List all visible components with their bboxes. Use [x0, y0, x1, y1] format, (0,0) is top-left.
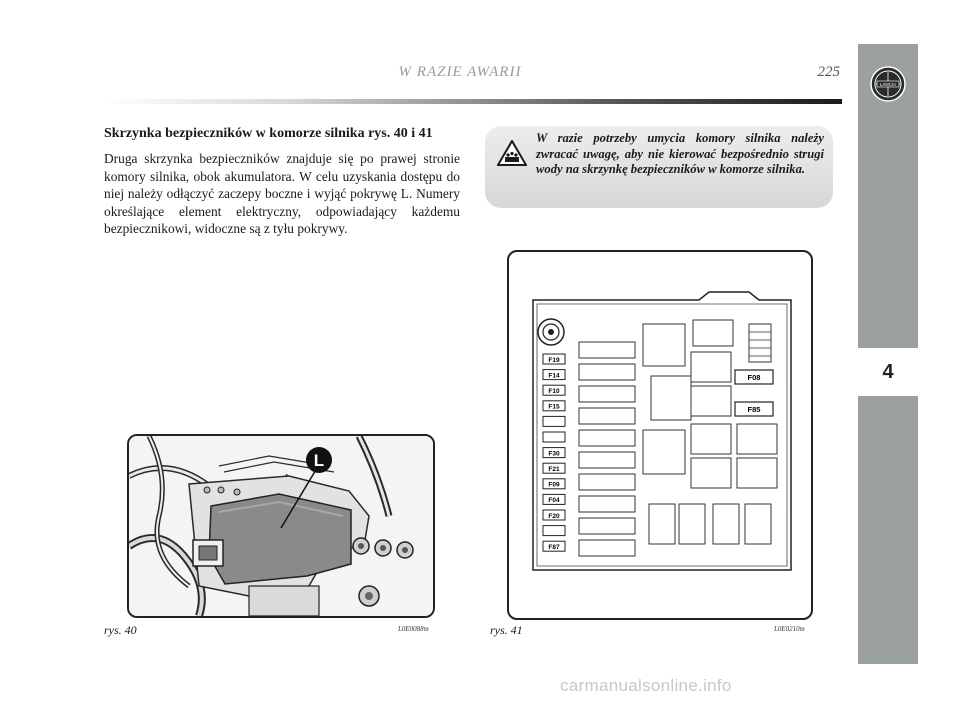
fuse-slot	[543, 479, 565, 489]
fuse-label: F08	[747, 373, 761, 382]
fuse-slot	[543, 510, 565, 520]
fuse-slot	[543, 463, 565, 473]
fuse-slot	[543, 354, 565, 364]
fuse-slot	[543, 448, 565, 458]
fuse-slot	[543, 526, 565, 536]
warning-text: W razie potrzeby umycia komory silnika należy zwracać uwagę, aby nie kierować bezpośrednio strugi wody na skrzynkę bezpieczników w komorze silnika.	[536, 131, 824, 177]
fuse-label: F21	[548, 466, 560, 473]
logo-text: LANCIA	[879, 82, 897, 87]
fuse-slot	[543, 370, 565, 380]
fuse-slot	[543, 401, 565, 411]
figure-41-code: L0E0210m	[774, 625, 805, 633]
fuse-slot	[543, 541, 565, 551]
fuse-box-drawing	[509, 252, 811, 618]
fuse-label: F20	[548, 512, 560, 520]
section-heading: Skrzynka bezpieczników w komorze silnika rys. 40 i 41	[104, 126, 433, 141]
fuse-label: F04	[548, 497, 560, 505]
fuse-slot	[543, 494, 565, 504]
fuse-slot	[543, 385, 565, 395]
fuse-label: F87	[548, 544, 560, 551]
chapter-side-tab	[858, 44, 918, 664]
fuse-label: F09	[548, 481, 560, 489]
fuse-label: F14	[548, 372, 560, 380]
fuse-slot	[543, 432, 565, 442]
figure-41-caption: rys. 41	[490, 623, 523, 637]
page-number: 225	[817, 64, 840, 80]
body-paragraph: Druga skrzynka bezpieczników znajduje się po prawej stronie komory silnika, obok akumulatora. W celu uzyskania dostępu do niej należy odłączyć zaczepy boczne i wyjąć pokrywę L. Numery określające element elektryczny, odpowiadający każdemu bezpiecznikowi, widoczne są z tyłu pokrywy.	[104, 151, 460, 237]
lancia-logo	[858, 44, 918, 124]
figure-40-caption: rys. 40	[104, 623, 137, 637]
fuse-slot	[735, 402, 773, 416]
figure-40-illustration	[127, 434, 435, 618]
figure-40-code: L0E0088m	[398, 625, 429, 633]
running-header: W RAZIE AWARII	[398, 64, 522, 80]
tab-divider	[858, 393, 918, 396]
fuse-label: F19	[548, 356, 560, 364]
lancia-shield-icon	[868, 64, 908, 104]
figure-41-fuse-box-diagram	[507, 250, 813, 620]
fuse-label: F15	[548, 403, 560, 411]
watermark: carmanualsonline.info	[560, 676, 732, 695]
fuse-label: F85	[747, 405, 761, 414]
fuse-label: F30	[548, 450, 560, 458]
cover-label-L: L	[313, 451, 325, 470]
header-rule	[104, 99, 842, 104]
chapter-number: 4	[858, 351, 918, 393]
engine-bay-drawing	[129, 436, 433, 616]
fuse-label: F10	[548, 388, 560, 395]
fuse-slot	[543, 416, 565, 426]
fuse-slot	[735, 370, 773, 384]
